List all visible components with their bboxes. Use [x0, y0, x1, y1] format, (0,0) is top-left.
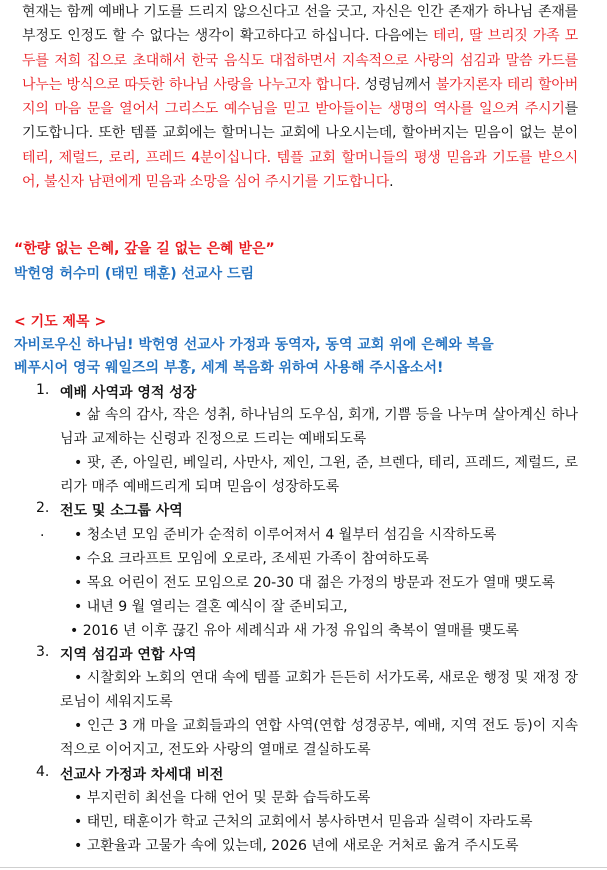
list-item-text: 내년 9 월 열리는 결혼 예식이 잘 준비되고, — [86, 599, 348, 615]
section-title: 예배 사역과 영적 성장 — [60, 385, 197, 401]
list-item-text: 인근 3 개 마을 교회들과의 연합 사역(연합 성경공부, 예배, 지역 전도 등)이 지속적으로 이어지고, 전도와 사랑의 열매로 결실하도록 — [60, 718, 578, 758]
section-title: 전도 및 소그룹 사역 — [60, 503, 183, 519]
bullet-icon: • — [74, 838, 83, 854]
intro-highlight-terry: 불가지론자 테리 할아버지의 마음 문을 열어서 그리스도 예수님을 믿고 받아들이는 생명의 역사를 일으켜 주시기 — [22, 76, 579, 118]
signature-line: 박헌영 허수미 (태민 태훈) 선교사 드림 — [14, 266, 255, 282]
list-item-text: 목요 어린이 전도 모임으로 20-30 대 젊은 가정의 방문과 전도가 열매 맺도록 — [86, 575, 556, 591]
list-item-text: 태민, 태훈이가 학교 근처의 교회에서 봉사하면서 믿음과 실력이 자라도록 — [86, 814, 533, 830]
blessing-line-2: 베푸시어 영국 웨일즈의 부흥, 세계 복음화 위하여 사용해 주시옵소서! — [14, 360, 444, 376]
list-item-text: 팟, 존, 아일린, 베일리, 사만사, 제인, 그윈, 준, 브렌다, 테리, 프레드, 제럴드, 로리가 매주 예배드리게 되며 믿음이 성장하도록 — [60, 455, 578, 495]
intro-text: . — [389, 174, 394, 191]
page-divider — [0, 867, 607, 868]
intro-paragraph — [22, 0, 578, 194]
list-item — [74, 596, 348, 616]
section-number: 2. — [36, 500, 50, 516]
intro-highlight-invite: 테리, 딸 브리짓 가족 모두를 저희 집으로 초대해서 한국 음식도 대접하면서 지속적으로 사랑의 섬김과 말씀 카드를 나누는 방식으로 따듯한 하나님 사랑을 나누고자 합니다. — [22, 28, 579, 93]
bullet-icon: • — [74, 670, 83, 686]
bullet-icon: • — [74, 599, 83, 615]
bullet-icon: • — [70, 623, 79, 639]
bullet-icon: • — [74, 790, 83, 806]
list-item-text: 부지런히 최선을 다해 언어 및 문화 습득하도록 — [86, 790, 371, 806]
list-item — [74, 572, 555, 592]
quote-line: “한량 없는 은혜, 갚을 길 없는 은혜 받은” — [14, 241, 275, 257]
intro-highlight-husbands: 테리, 제럴드, 로리, 프레드 4분이십니다. 템플 교회 할머니들의 평생 믿음과 기도를 받으시어, 불신자 남편에게 믿음과 소망을 심어 주시기를 기도합니다 — [22, 149, 578, 191]
intro-text: 현재는 함께 예배나 기도를 드리지 않으신다고 선을 긋고, 자신은 인간 존재가 하나님 존재를 부정도 인정도 할 수 없다는 생각이 확고하다고 하십니다. 다음에는 — [22, 4, 578, 45]
list-item — [74, 787, 370, 807]
bullet-icon: • — [74, 527, 83, 543]
list-item — [70, 620, 519, 640]
list-item-text: 시찰회와 노회의 연대 속에 템플 교회가 든든히 서가도록, 새로운 행정 및 재정 장로님이 세워지도록 — [60, 670, 579, 710]
section-number: 4. — [36, 764, 50, 780]
list-item-text: 청소년 모임 준비가 순적히 이루어져서 4 월부터 섬김을 시작하도록 — [86, 527, 497, 543]
section-number: 1. — [36, 382, 50, 398]
list-item-text: 2016 년 이후 끊긴 유아 세례식과 새 가정 유입의 축복이 열매를 맺도록 — [82, 623, 519, 639]
prayer-heading: < 기도 제목 > — [14, 314, 107, 330]
list-item-text: 수요 크라프트 모임에 오로라, 조세핀 가족이 참여하도록 — [86, 551, 429, 567]
intro-text: 를 기도합니다. 또한 템플 교회에는 할머니는 교회에 나오시는데, 할아버지는 믿음이 없는 분이 — [22, 101, 578, 142]
list-item — [60, 451, 578, 499]
list-item — [74, 548, 429, 568]
list-item — [74, 524, 496, 544]
bullet-icon: • — [74, 407, 83, 423]
list-item — [74, 811, 533, 831]
list-item — [60, 403, 578, 451]
bullet-icon: • — [74, 455, 83, 471]
section-number: 3. — [36, 644, 50, 660]
list-item-text: 고환율과 고물가 속에 있는데, 2026 년에 새로운 거처로 옮겨 주시도록 — [86, 838, 519, 854]
bullet-icon: • — [74, 575, 83, 591]
list-item-text: 삶 속의 감사, 작은 성취, 하나님의 도우심, 회개, 기쁨 등을 나누며 살아계신 하나님과 교제하는 신령과 진정으로 드리는 예배되도록 — [60, 407, 578, 447]
intro-text: 성령님께서 — [359, 76, 436, 93]
list-item — [60, 666, 578, 714]
list-item — [74, 835, 518, 855]
bullet-icon: • — [74, 551, 83, 567]
bullet-icon: • — [74, 814, 83, 830]
stray-mark: . — [40, 524, 45, 540]
blessing-line-1: 자비로우신 하나님! 박헌영 선교사 가정과 동역자, 동역 교회 위에 은혜와 복을 — [14, 337, 494, 353]
list-item — [60, 714, 578, 762]
bullet-icon: • — [74, 718, 83, 734]
section-title: 지역 섬김과 연합 사역 — [60, 647, 197, 663]
section-title: 선교사 가정과 차세대 비전 — [60, 767, 224, 783]
